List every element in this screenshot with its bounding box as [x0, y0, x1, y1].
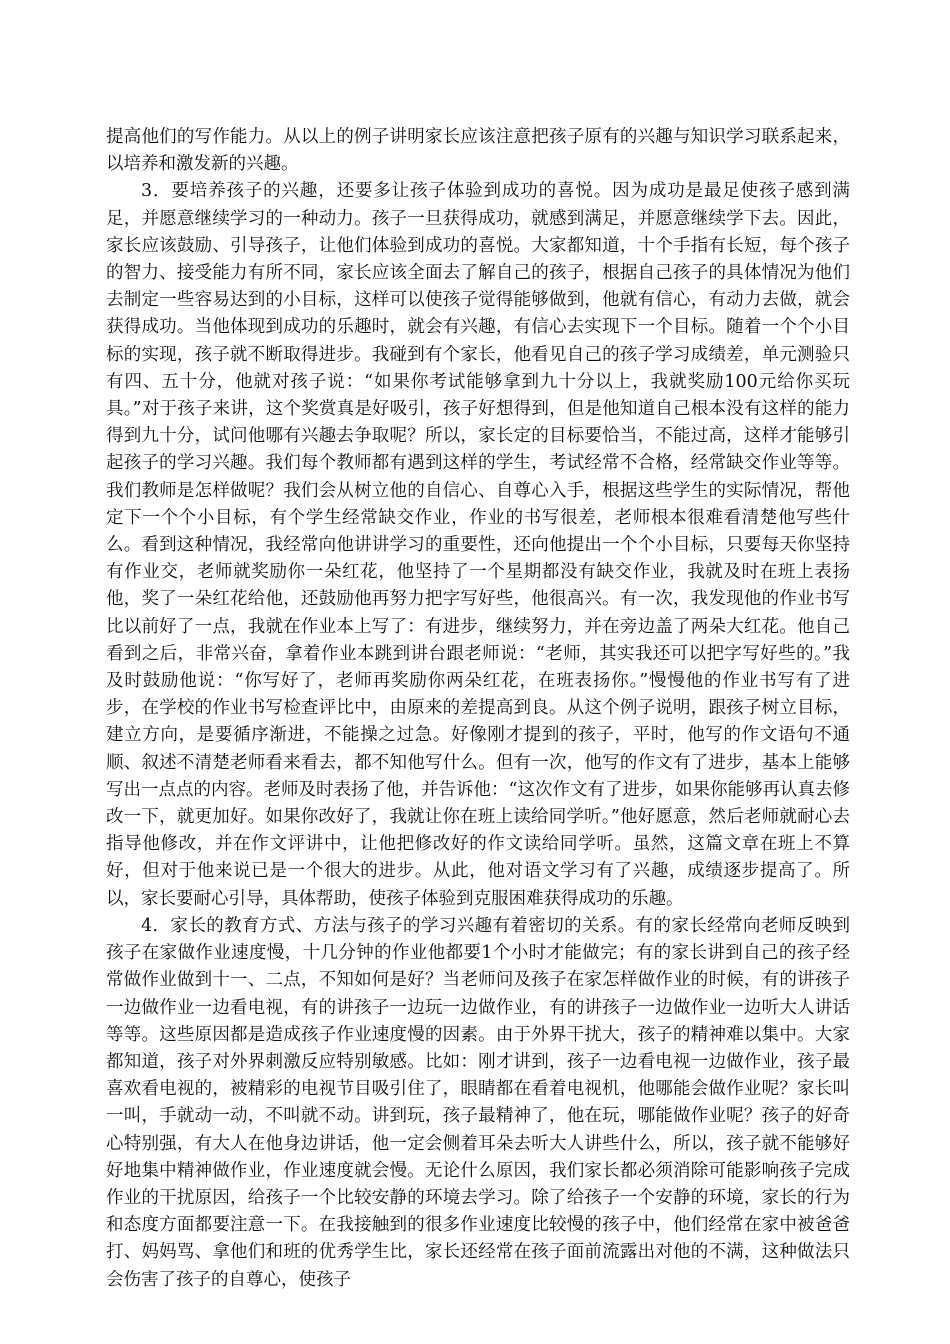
paragraph-point-4: 4．家长的教育方式、方法与孩子的学习兴趣有着密切的关系。有的家长经常向老师反映到孩子在家做作业速度慢，十几分钟的作业他都要1个小时才能做完；有的家长讲到自己的孩子经常做作业做到十一、二点，不知如何是好？当老师问及孩子在家怎样做作业的时候，有的讲孩子一边做作业一边看电视，有的讲孩子一边玩一边做作业，有的讲孩子一边做作业一边听大人讲话等等。这些原因都是造成孩子作业速度慢的因素。由于外界干扰大，孩子的精神难以集中。大家都知道，孩子对外界刺激反应特别敏感。比如：刚才讲到，孩子一边看电视一边做作业，孩子最喜欢看电视的，被精彩的电视节目吸引住了，眼睛都在看着电视机，他哪能会做作业呢？家长叫一叫，手就动一动，不叫就不动。讲到玩，孩子最精神了，他在玩，哪能做作业呢？孩子的好奇心特别强，有大人在他身边讲话，他一定会侧着耳朵去听大人讲些什么，所以，孩子就不能够好好地集中精神做作业，作业速度就会慢。无论什么原因，我们家长都必须消除可能影响孩子完成作业的干扰原因，给孩子一个比较安静的环境去学习。除了给孩子一个安静的环境，家长的行为和态度方面都要注意一下。在我接触到的很多作业速度比较慢的孩子中，他们经常在家中被爸爸打、妈妈骂、拿他们和班的优秀学生比，家长还经常在孩子面前流露出对他的不满，这种做法只会伤害了孩子的自尊心，使孩子: [106, 915, 850, 1290]
paragraph-point-3: 3．要培养孩子的兴趣，还要多让孩子体验到成功的喜悦。因为成功是最足使孩子感到满足，并愿意继续学习的一种动力。孩子一旦获得成功，就感到满足，并愿意继续学下去。因此，家长应该鼓励、引导孩子，让他们体验到成功的喜悦。大家都知道，十个手指有长短，每个孩子的智力、接受能力有所不同，家长应该全面去了解自己的孩子，根据自己孩子的具体情况为他们去制定一些容易达到的小目标，这样可以使孩子觉得能够做到，他就有信心，有动力去做，就会获得成功。当他体现到成功的乐趣时，就会有兴趣，有信心去实现下一个目标。随着一个个小目标的实现，孩子就不断取得进步。我碰到有个家长，他看见自己的孩子学习成绩差，单元测验只有四、五十分，他就对孩子说：“如果你考试能够拿到九十分以上，我就奖励100元给你买玩具。”对于孩子来讲，这个奖赏真是好吸引，孩子好想得到，但是他知道自己根本没有这样的能力得到九十分，试问他哪有兴趣去争取呢？所以，家长定的目标要恰当，不能过高，这样才能够引起孩子的学习兴趣。我们每个教师都有遇到这样的学生，考试经常不合格，经常缺交作业等等。我们教师是怎样做呢？我们会从树立他的自信心、自尊心入手，根据这些学生的实际情况，帮他定下一个个小目标，有个学生经常缺交作业，作业的书写很差，老师根本很难看清楚他写些什么。看到这种情况，我经常向他讲讲学习的重要性，还向他提出一个个小目标，只要每天你坚持有作业交，老师就奖励你一朵红花，他坚持了一个星期都没有缺交作业，我就及时在班上表扬他，奖了一朵红花给他，还鼓励他再努力把字写好些，他很高兴。有一次，我发现他的作业书写比以前好了一点，我就在作业本上写了：有进步，继续努力，并在旁边盖了两朵大红花。他自己看到之后，非常兴奋，拿着作业本跳到讲台跟老师说：“老师，其实我还可以把字写好些的。”我及时鼓励他说：“你写好了，老师再奖励你两朵红花，在班表扬你。”慢慢他的作业书写有了进步，在学校的作业书写检查评比中，由原来的差提高到良。从这个例子说明，跟孩子树立目标，建立方向，是要循序渐进，不能操之过急。好像刚才提到的孩子，平时，他写的作文语句不通顺、叙述不清楚老师看来看去，都不知他写什么。但有一次，他写的作文有了进步，基本上能够写出一点点的内容。老师及时表扬了他，并告诉他：“这次作文有了进步，如果你能够再认真去修改一下，就更加好。如果你改好了，我就让你在班上读给同学听。”他好愿意，然后老师就耐心去指导他修改，并在作文评讲中，让他把修改好的作文读给同学听。虽然，这篇文章在班上不算好，但对于他来说已是一个很大的进步。从此，他对语文学习有了兴趣，成绩逐步提高了。所以，家长要耐心引导，具体帮助，使孩子体验到克服困难获得成功的乐趣。: [106, 181, 850, 909]
document-page: [106, 124, 850, 1294]
paragraph-continued: 提高他们的写作能力。从以上的例子讲明家长应该注意把孩子原有的兴趣与知识学习联系起来，以培养和激发新的兴趣。: [106, 127, 850, 175]
